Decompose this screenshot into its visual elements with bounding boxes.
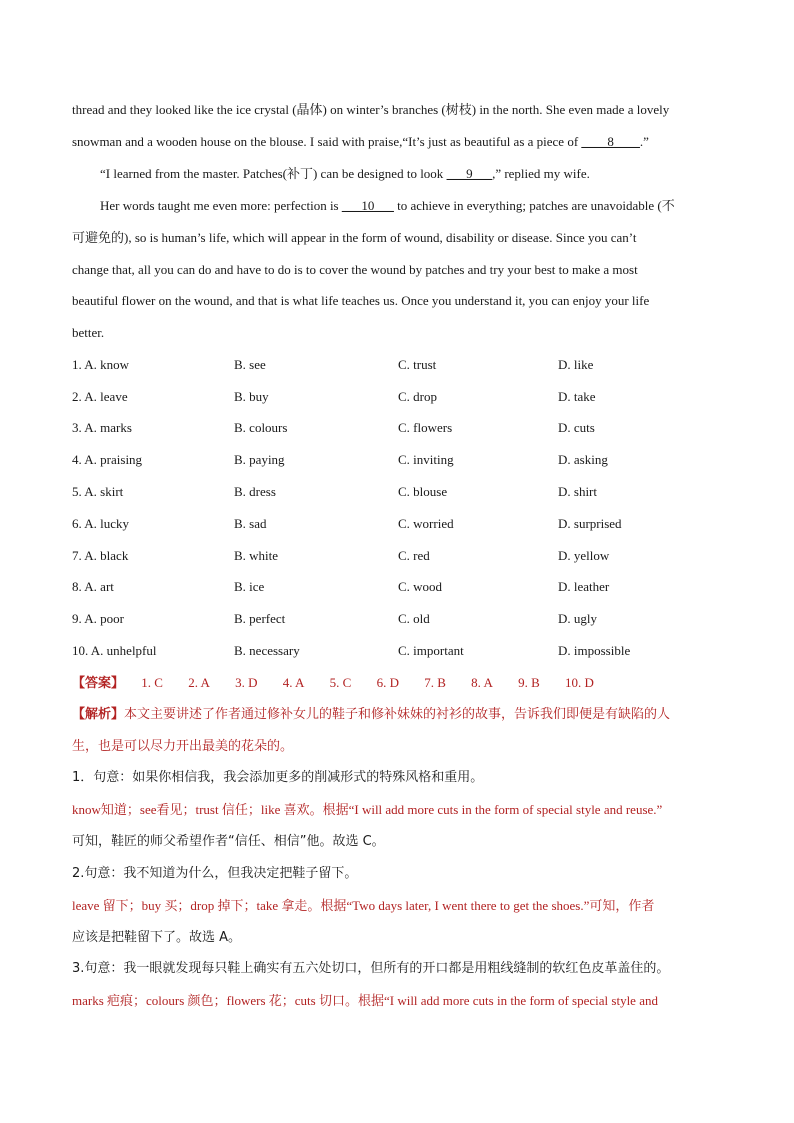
passage-text: .” (639, 134, 649, 149)
option-d: D. impossible (558, 643, 631, 658)
q3-meaning: 3.句意：我一眼就发现每只鞋上确实有五六处切口，但所有的开口都是用粗线缝制的软红色皮革盖住的。 (72, 961, 670, 976)
q1-conclusion: 可知，鞋匠的师父希望作者“信任、相信”他。故选 C。 (72, 834, 385, 849)
option-c: C. red (398, 548, 430, 563)
q1-meaning: 1．句意：如果你相信我，我会添加更多的削减形式的特殊风格和重用。 (72, 770, 484, 785)
question-row (72, 387, 732, 407)
passage-line-4 (100, 196, 675, 216)
q1-detail: know知道；see看见；trust 信任；like 喜欢。根据“I will add more cuts in the form of special style and reuse.” (72, 802, 663, 817)
option-c: C. trust (398, 357, 437, 372)
q2-detail: leave 留下；buy 买；drop 掉下；take 拿走。根据“Two days later, I went there to get the shoes.”可知，作者 (72, 898, 655, 913)
option-b: B. sad (234, 516, 267, 531)
answer-item: 6. D (376, 675, 399, 690)
answer-item: 5. C (329, 675, 352, 690)
option-c: C. wood (398, 579, 443, 594)
passage-text: snowman and a wooden house on the blouse. I said with praise,“It’s just as beautiful as a piece of (72, 134, 582, 149)
question-row (72, 514, 732, 534)
option-c: C. drop (398, 389, 437, 404)
option-d: D. surprised (558, 516, 622, 531)
question-row (72, 577, 732, 597)
option-d: D. asking (558, 452, 608, 467)
option-b: B. perfect (234, 611, 286, 626)
answer-item: 1. C (141, 675, 163, 690)
option-b: B. colours (234, 420, 288, 435)
option-c: C. flowers (398, 420, 453, 435)
answer-item: 7. B (424, 675, 446, 690)
option-b: B. ice (234, 579, 265, 594)
question-row (72, 609, 732, 629)
explanation-summary: 本文主要讲述了作者通过修补女儿的鞋子和修补妹妹的衬衫的故事，告诉我们即便是有缺陷的人 (124, 707, 671, 722)
passage-line-8: better. (72, 325, 105, 340)
passage-text: ,” replied my wife. (492, 166, 590, 181)
question-row (72, 546, 732, 566)
option-b: B. necessary (234, 643, 300, 658)
passage-line-3 (100, 164, 590, 184)
answer-item: 10. D (565, 675, 594, 690)
option-c: C. inviting (398, 452, 454, 467)
option-d: D. take (558, 389, 596, 404)
option-d: D. yellow (558, 548, 610, 563)
passage-line-5: 可避免的), so is human’s life, which will appear in the form of wound, disability or disease. Since you can’t (72, 230, 637, 245)
answer-item: 9. B (518, 675, 540, 690)
answer-item: 3. D (235, 675, 258, 690)
question-row (72, 482, 732, 502)
blank-9: ___9___ (446, 166, 493, 181)
question-row (72, 355, 732, 375)
question-row (72, 450, 732, 470)
option-b: B. white (234, 548, 279, 563)
option-a: 7. A. black (72, 548, 129, 563)
q2-meaning: 2.句意：我不知道为什么，但我决定把鞋子留下。 (72, 866, 358, 881)
passage-line-6: change that, all you can do and have to do is to cover the wound by patches and try your best to make a most (72, 262, 638, 277)
explanation-line-1 (72, 705, 670, 725)
option-d: D. cuts (558, 420, 595, 435)
option-a: 1. A. know (72, 357, 130, 372)
option-c: C. blouse (398, 484, 448, 499)
option-d: D. like (558, 357, 594, 372)
passage-line-1: thread and they looked like the ice crystal (晶体) on winter’s branches (树枝) in the north. She even made a lovely (72, 102, 670, 117)
blank-8: ____8____ (581, 134, 640, 149)
option-b: B. see (234, 357, 266, 372)
question-row (72, 641, 732, 661)
option-a: 10. A. unhelpful (72, 643, 157, 658)
answer-tag: 【答案】 (72, 676, 125, 691)
option-a: 6. A. lucky (72, 516, 130, 531)
answer-item: 2. A (188, 675, 210, 690)
explanation-line-2: 生，也是可以尽力开出最美的花朵的。 (72, 739, 294, 754)
passage-text: to achieve in everything; patches are unavoidable (不 (393, 198, 675, 213)
passage-line-2 (72, 132, 649, 152)
answer-item: 4. A (282, 675, 305, 690)
passage-text: Her words taught me even more: perfection is (100, 198, 342, 213)
option-c: C. important (398, 643, 464, 658)
option-d: D. ugly (558, 611, 597, 626)
question-row (72, 418, 732, 438)
option-d: D. leather (558, 579, 610, 594)
answer-key (72, 673, 616, 694)
option-b: B. paying (234, 452, 285, 467)
q2-conclusion: 应该是把鞋留下了。故选 A。 (72, 930, 242, 945)
option-d: D. shirt (558, 484, 597, 499)
option-c: C. old (398, 611, 430, 626)
blank-10: ___10___ (341, 198, 394, 213)
option-b: B. dress (234, 484, 276, 499)
passage-line-7: beautiful flower on the wound, and that is what life teaches us. Once you understand it, you can enjoy your life (72, 293, 650, 308)
answer-item: 8. A (471, 675, 493, 690)
option-a: 9. A. poor (72, 611, 124, 626)
option-a: 8. A. art (72, 579, 114, 594)
option-a: 2. A. leave (72, 389, 128, 404)
option-b: B. buy (234, 389, 269, 404)
option-c: C. worried (398, 516, 454, 531)
passage-text: “I learned from the master. Patches(补丁) can be designed to look (100, 166, 447, 181)
option-a: 5. A. skirt (72, 484, 124, 499)
option-a: 3. A. marks (72, 420, 132, 435)
explanation-tag: 【解析】 (72, 707, 125, 722)
option-a: 4. A. praising (72, 452, 143, 467)
q3-detail: marks 疤痕；colours 颜色；flowers 花；cuts 切口。根据“I will add more cuts in the form of special style and (72, 993, 658, 1008)
